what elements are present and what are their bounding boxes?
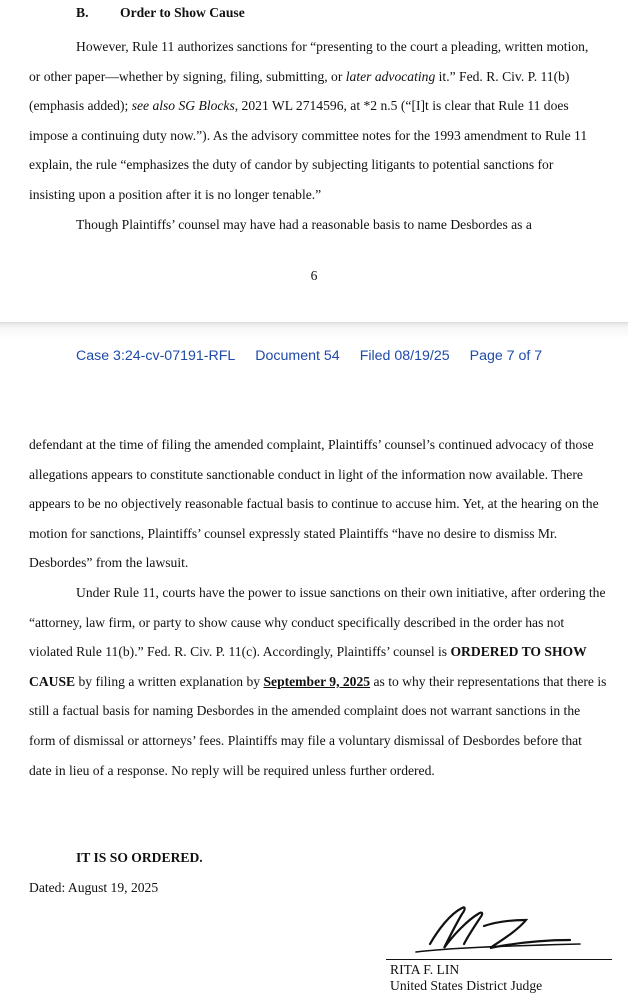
paragraph-rule11-continuing-duty: However, Rule 11 authorizes sanctions for “presenting to the court a pleading, written motion, or other paper—whether by signing, filing, submitting, or later advocating it.” Fed. R. Civ. P. 11(b) (emphasis added); see also SG Blocks, 2021 WL 2714596, at *2 n.5 (“[I]t is clear that Rule 11 does impose a continuing duty now.”). As the advisory committee notes for the 1993 amendment to Rule 11 explain, the rule “emphasizes the duty of candor by subjecting litigants to potential sanctions for insisting upon a position after it is no longer tenable.”: [29, 39, 589, 202]
document-number: Document 54: [255, 348, 340, 364]
page-6-body: [29, 32, 597, 239]
page-break: [0, 322, 628, 339]
document-header: [76, 348, 562, 364]
page-indicator: Page 7 of 7: [469, 348, 543, 364]
section-title: Order to Show Cause: [120, 5, 245, 20]
page-7-body: [29, 430, 607, 785]
paragraph-order-to-show-cause: Under Rule 11, courts have the power to issue sanctions on their own initiative, after ordering the “attorney, law firm, or party to show cause why conduct specifically described in the order has not violated Rule 11(b).” Fed. R. Civ. P. 11(c). Accordingly, Plaintiffs’ counsel is ORDERED TO SHOW CAUSE by filing a written explanation by September 9, 2025 as to why their representations that there is still a factual basis for naming Desbordes in the amended complaint does not warrant sanctions in the form of dismissal or attorneys’ fees. Plaintiffs may file a voluntary dismissal of Desbordes before that date in lieu of a response. No reply will be required unless further ordered.: [29, 584, 607, 778]
filed-date: Filed 08/19/25: [359, 348, 450, 364]
paragraph-reasonable-basis: Though Plaintiffs’ counsel may have had a reasonable basis to name Desbordes as a: [76, 216, 532, 232]
deadline-date: September 9, 2025: [263, 673, 371, 689]
signature-line: [386, 959, 612, 960]
judge-title: United States District Judge: [390, 978, 543, 993]
judge-signature: [410, 900, 600, 960]
paragraph-continued-advocacy: defendant at the time of filing the amended complaint, Plaintiffs’ counsel’s continued advocacy of those allegations appears to constitute sanctionable conduct in light of the information now available. There appears to be no objectively reasonable factual basis to continue to accuse him. Yet, at the hearing on the motion for sanctions, Plaintiffs’ counsel expressly stated Plaintiffs “have no desire to dismiss Mr. Desbordes” from the lawsuit.: [29, 437, 599, 571]
ordered-to-show-cause: ORDERED TO SHOW CAUSE: [29, 644, 587, 689]
so-ordered: IT IS SO ORDERED.: [76, 850, 203, 865]
dated-line: Dated: August 19, 2025: [29, 880, 159, 895]
section-letter: B.: [76, 5, 89, 20]
judge-name: RITA F. LIN: [390, 962, 460, 977]
section-heading: [76, 5, 245, 21]
case-number: Case 3:24-cv-07191-RFL: [76, 348, 236, 364]
page-number: 6: [310, 268, 318, 283]
